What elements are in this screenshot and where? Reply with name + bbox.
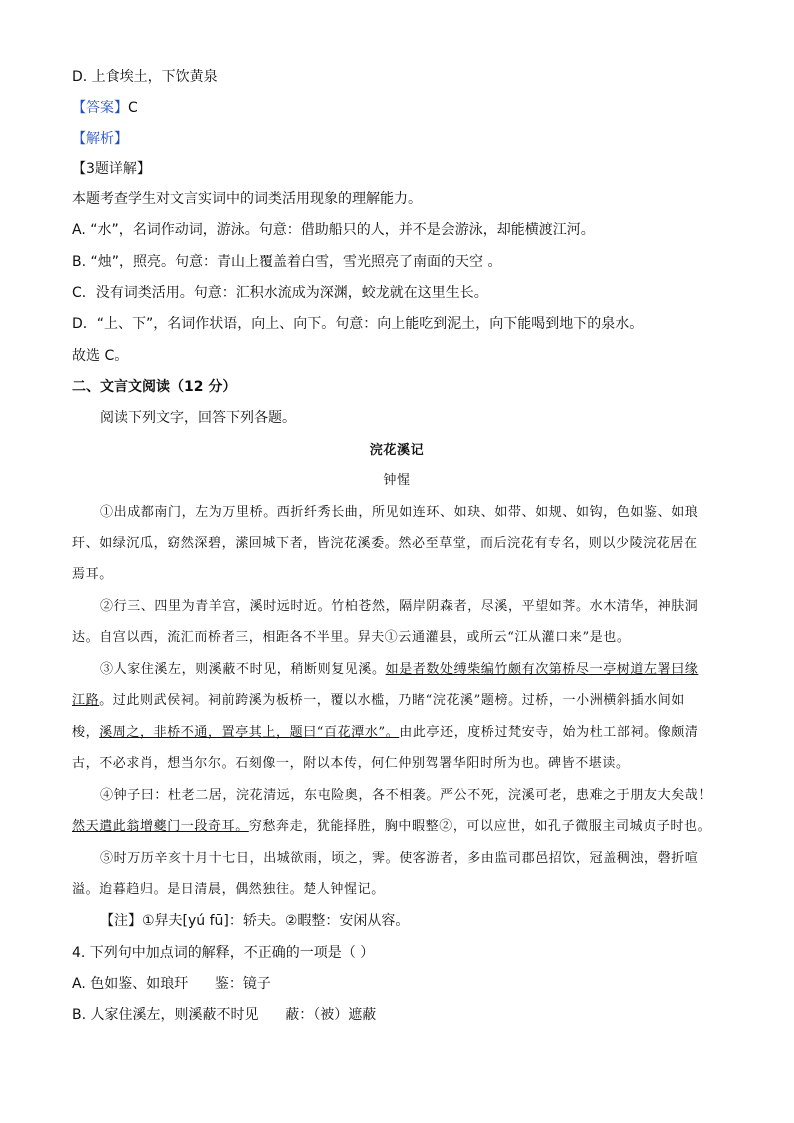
paragraph-3-line-2: [72, 692, 685, 710]
q4-stem: 4. 下列句中加点词的解释，不正确的一项是（ ）: [72, 945, 375, 961]
q4-option-a: A. 色如鉴、如琅玕 鉴：镜子: [72, 976, 271, 992]
paragraph-3-line-1: [100, 661, 698, 679]
passage-title: 浣花溪记: [369, 443, 425, 458]
passage-notes: 【注】①舁夫[yú fū]：轿夫。②暇整：安闲从容。: [100, 913, 410, 929]
paragraph-3-line-3-end: 由此亭还，度桥过梵安寺，始为杜工部祠。像颇清: [399, 725, 699, 740]
underlined-sentence-2: 溪周之，非桥不通，置亭其上，题曰“百花潭水”。: [99, 725, 400, 740]
underlined-sentence-1-end: 江路: [72, 693, 100, 708]
paragraph-1-line-1: ①出成都南门，左为万里桥。西折纤秀长曲，所见如连环、如玦、如带、如规、如钩，色如鉴、如琅: [100, 505, 699, 520]
paragraph-5-line-1: ⑤时万历辛亥十月十七日，出城欲雨，顷之，霁。使客游者，多由监司郡邑招饮，冠盖稠浊，磬折喧: [100, 851, 699, 866]
paragraph-2-line-2: 达。自宫以西，流汇而桥者三，相距各不半里。舁夫①云通灌县，或所云“江从灌口来”是也。: [72, 630, 631, 645]
q3-explanation-b: B. “烛”，照亮。句意：青山上覆盖着白雪，雪光照亮了南面的天空 。: [72, 254, 502, 270]
answer-value: C: [128, 100, 138, 116]
analysis-label: 【解析】: [72, 131, 128, 147]
answer-label: 【答案】: [72, 100, 128, 116]
paragraph-1-line-2: 玕、如绿沉瓜，窈然深碧，潆回城下者，皆浣花溪委。然必至草堂，而后浣花有专名，则以少陵浣花居在: [72, 536, 698, 551]
q3-conclusion: 故选 C。: [72, 348, 129, 364]
section-heading: 二、文言文阅读（12 分）: [72, 379, 237, 395]
q4-option-b: B. 人家住溪左，则溪蔽不时见 蔽：（被）遮蔽: [72, 1007, 377, 1023]
underlined-sentence-1: 如是者数处缚柴编竹颇有次第桥尽一亭树道左署曰缘: [385, 662, 699, 677]
paragraph-4-line-2: [72, 818, 711, 836]
q3-explanation-d: D．“上、下”，名词作状语，向上、向下。句意：向上能吃到泥土，向下能喝到地下的泉水。: [72, 316, 644, 332]
q3-intro: 本题考查学生对文言实词中的词类活用现象的理解能力。: [72, 191, 422, 207]
paragraph-4-line-1: ④钟子曰：杜老二居，浣花清远，东屯险奥，各不相袭。严公不死，浣溪可老，患难之于朋友大矣哉！: [100, 788, 713, 803]
paragraph-1-line-3: 焉耳。: [72, 567, 113, 582]
q3-explanation-a: A. “水”，名词作动词，游泳。句意：借助船只的人，并不是会游泳，却能横渡江河。: [72, 222, 595, 238]
detail-label: 【3题详解】: [72, 161, 151, 177]
paragraph-3-line-4: 古，不必求肖，想当尔尔。石刻像一，附以本传，何仁仲别驾署华阳时所为也。碑皆不堪读。: [72, 756, 630, 771]
answer-line: [72, 99, 138, 117]
paragraph-4-line-2-plain: 穷愁奔走，犹能择胜，胸中暇整②，可以应世，如孔子微服主司城贞子时也。: [248, 819, 712, 834]
paragraph-3-line-2-plain: 。过此则武侯祠。祠前跨溪为板桥一，覆以水槛，乃睹“浣花溪”题榜。过桥，一小洲横斜插水间如: [99, 693, 685, 708]
underlined-sentence-3: 然天遣此翁增夔门一段奇耳。: [72, 819, 249, 834]
paragraph-3-line-3: [72, 724, 699, 742]
q3-explanation-c: C．没有词类活用。句意：汇积水流成为深渊，蛟龙就在这里生长。: [72, 285, 488, 301]
passage-author: 钟惺: [383, 473, 411, 488]
paragraph-3-line-1-plain: ③人家住溪左，则溪蔽不时见，稍断则复见溪。: [100, 662, 386, 677]
option-d: D. 上食埃土，下饮黄泉: [72, 69, 218, 85]
paragraph-2-line-1: ②行三、四里为青羊宫，溪时远时近。竹柏苍然，隔岸阴森者，尽溪，平望如荠。水木清华，神肤洞: [100, 599, 699, 614]
section-instruction: 阅读下列文字，回答下列各题。: [100, 410, 296, 426]
paragraph-3-line-3-start: 梭，: [72, 725, 100, 740]
paragraph-5-line-2: 溢。迨暮趋归。是日清晨，偶然独往。楚人钟惺记。: [72, 882, 385, 897]
